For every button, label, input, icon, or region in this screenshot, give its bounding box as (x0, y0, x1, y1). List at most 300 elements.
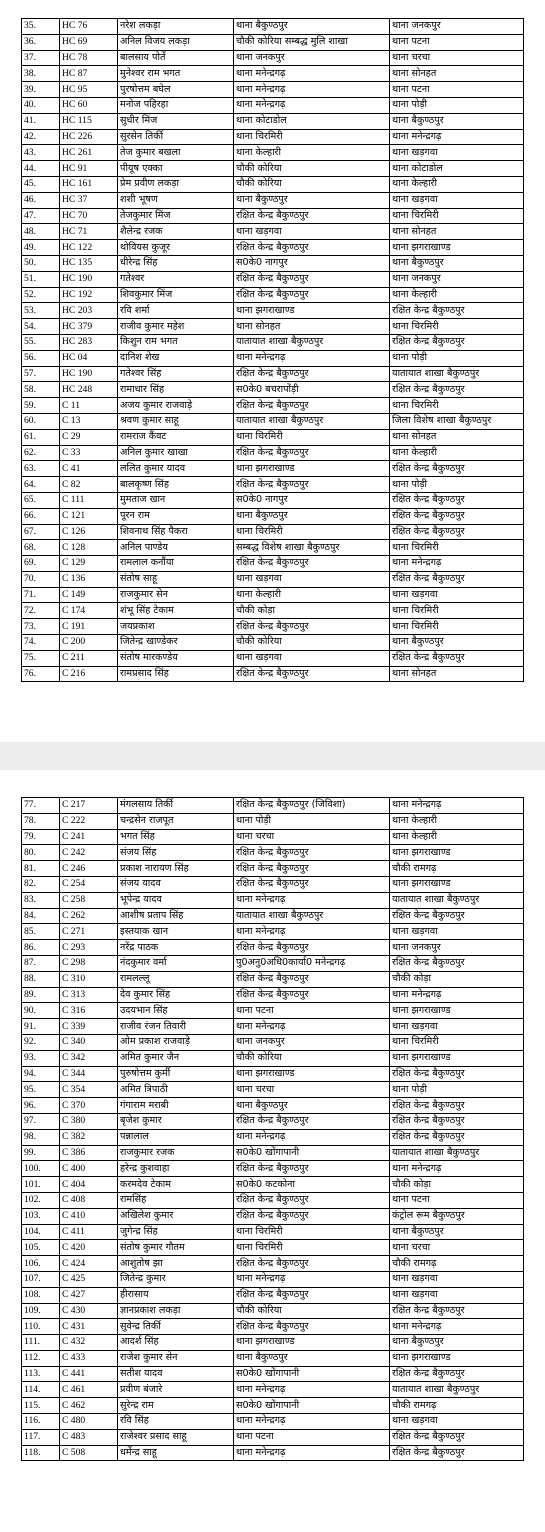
table-row (22, 1161, 524, 1177)
posted-to-cell: थाना बैकुण्ठपुर (390, 1224, 524, 1240)
posted-to-cell: यातायात शाखा बैकुण्ठपुर (390, 1145, 524, 1161)
rank-number-cell: C 508 (60, 1445, 118, 1461)
employee-name-cell: भगत सिंह (118, 829, 234, 845)
serial-number-cell: 74. (22, 635, 60, 651)
rank-number-cell: C 298 (60, 955, 118, 971)
serial-number-cell: 89. (22, 987, 60, 1003)
rank-number-cell: C 191 (60, 619, 118, 635)
serial-number-cell: 61. (22, 429, 60, 445)
rank-number-cell: HC 04 (60, 350, 118, 366)
rank-number-cell: C 242 (60, 845, 118, 861)
serial-number-cell: 60. (22, 413, 60, 429)
rank-number-cell: C 441 (60, 1366, 118, 1382)
serial-number-cell: 67. (22, 524, 60, 540)
posted-to-cell: थाना चरचा (390, 50, 524, 66)
posted-from-cell: रक्षित केन्द्र बैकुण्ठपुर (234, 240, 390, 256)
rank-number-cell: HC 161 (60, 176, 118, 192)
employee-name-cell: थोवियस कुजूर (118, 240, 234, 256)
rank-number-cell: HC 87 (60, 66, 118, 82)
employee-name-cell: रामलाल कनौंया (118, 556, 234, 572)
posted-to-cell: थाना झगराखाण्ड (390, 876, 524, 892)
table-row (22, 845, 524, 861)
table-row (22, 82, 524, 98)
table-row (22, 650, 524, 666)
posted-from-cell: थाना मनेन्द्रगढ़ (234, 82, 390, 98)
posted-to-cell: थाना मनेन्द्रगढ़ (390, 556, 524, 572)
rank-number-cell: C 408 (60, 1192, 118, 1208)
employee-name-cell: राजेश कुमार सेन (118, 1350, 234, 1366)
posted-from-cell: थाना कोटाडोल (234, 113, 390, 129)
posted-to-cell: रक्षित केन्द्र बैकुण्ठपुर (390, 492, 524, 508)
table-row (22, 240, 524, 256)
table-row (22, 892, 524, 908)
employee-name-cell: शैलेन्द्र रजक (118, 224, 234, 240)
table-row (22, 666, 524, 682)
table-row (22, 1256, 524, 1272)
posted-to-cell: रक्षित केन्द्र बैकुण्ठपुर (390, 1066, 524, 1082)
serial-number-cell: 115. (22, 1398, 60, 1414)
posted-to-cell: थाना पटना (390, 1192, 524, 1208)
posted-from-cell: रक्षित केन्द्र बैकुण्ठपुर (जिविशा) (234, 798, 390, 814)
employee-name-cell: गंगाराम मराबी (118, 1098, 234, 1114)
employee-name-cell: जितेन्द्र खाण्डेकर (118, 635, 234, 651)
posted-to-cell: रक्षित केन्द्र बैकुण्ठपुर (390, 1429, 524, 1445)
serial-number-cell: 94. (22, 1066, 60, 1082)
table-row (22, 1382, 524, 1398)
employee-name-cell: राजेश्वर प्रसाद साहू (118, 1429, 234, 1445)
employee-name-cell: पूरन राम (118, 508, 234, 524)
transfer-table-body (22, 798, 524, 1461)
employee-name-cell: राजीव रंजन तिवारी (118, 1019, 234, 1035)
employee-name-cell: मनोज पहिरहा (118, 97, 234, 113)
posted-from-cell: रक्षित केन्द्र बैकुण्ठपुर (234, 1192, 390, 1208)
employee-name-cell: पीयूष एक्का (118, 161, 234, 177)
rank-number-cell: C 293 (60, 940, 118, 956)
employee-name-cell: संजय यादव (118, 876, 234, 892)
posted-to-cell: थाना सोनहत (390, 666, 524, 682)
employee-name-cell: हरेन्द्र कुशवाहा (118, 1161, 234, 1177)
posted-from-cell: रक्षित केन्द्र बैकुण्ठपुर (234, 845, 390, 861)
rank-number-cell: C 13 (60, 413, 118, 429)
rank-number-cell: HC 261 (60, 145, 118, 161)
posted-from-cell: थाना मनेन्द्रगढ़ (234, 1382, 390, 1398)
posted-from-cell: थाना बैकुण्ठपुर (234, 192, 390, 208)
employee-name-cell: जयप्रकाश (118, 619, 234, 635)
rank-number-cell: C 462 (60, 1398, 118, 1414)
posted-to-cell: थाना खड़गवा (390, 1271, 524, 1287)
posted-from-cell: थाना चिरमिरी (234, 1224, 390, 1240)
table-row (22, 798, 524, 814)
rank-number-cell: C 430 (60, 1303, 118, 1319)
rank-number-cell: C 400 (60, 1161, 118, 1177)
table-row (22, 461, 524, 477)
table-row (22, 1445, 524, 1461)
serial-number-cell: 109. (22, 1303, 60, 1319)
table-row (22, 1414, 524, 1430)
posted-from-cell: स0के0 खोंगापानी (234, 1398, 390, 1414)
posted-from-cell: थाना मनेन्द्रगढ़ (234, 1019, 390, 1035)
posted-from-cell: रक्षित केन्द्र बैकुण्ठपुर (234, 861, 390, 877)
rank-number-cell: C 129 (60, 556, 118, 572)
posted-to-cell: रक्षित केन्द्र बैकुण्ठपुर (390, 524, 524, 540)
serial-number-cell: 93. (22, 1050, 60, 1066)
posted-to-cell: थाना खड़गवा (390, 1287, 524, 1303)
posted-from-cell: थाना झगराखाण्ड (234, 1335, 390, 1351)
table-row (22, 492, 524, 508)
posted-to-cell: थाना केल्हारी (390, 287, 524, 303)
posted-to-cell: जिला विशेष शाखा बैकुण्ठपुर (390, 413, 524, 429)
rank-number-cell: C 483 (60, 1429, 118, 1445)
rank-number-cell: HC 248 (60, 382, 118, 398)
table-row (22, 1050, 524, 1066)
table-row (22, 587, 524, 603)
posted-to-cell: थाना सोनहत (390, 224, 524, 240)
posted-to-cell: थाना झगराखाण्ड (390, 240, 524, 256)
rank-number-cell: HC 76 (60, 19, 118, 35)
serial-number-cell: 88. (22, 971, 60, 987)
table-row (22, 334, 524, 350)
posted-to-cell: रक्षित केन्द्र बैकुण्ठपुर (390, 1098, 524, 1114)
posted-to-cell: थाना खड़गवा (390, 1019, 524, 1035)
posted-to-cell: थाना चिरमिरी (390, 603, 524, 619)
posted-from-cell: थाना बैकुण्ठपुर (234, 1350, 390, 1366)
posted-to-cell: रक्षित केन्द्र बैकुण्ठपुर (390, 1129, 524, 1145)
serial-number-cell: 39. (22, 82, 60, 98)
employee-name-cell: अमित कुमार जैन (118, 1050, 234, 1066)
rank-number-cell: C 33 (60, 445, 118, 461)
rank-number-cell: C 128 (60, 540, 118, 556)
employee-name-cell: देव कुमार सिंह (118, 987, 234, 1003)
serial-number-cell: 63. (22, 461, 60, 477)
posted-from-cell: रक्षित केन्द्र बैकुण्ठपुर (234, 1113, 390, 1129)
rank-number-cell: C 344 (60, 1066, 118, 1082)
serial-number-cell: 90. (22, 1003, 60, 1019)
table-row (22, 524, 524, 540)
employee-name-cell: धर्मेन्द्र साहू (118, 1445, 234, 1461)
serial-number-cell: 98. (22, 1129, 60, 1145)
serial-number-cell: 46. (22, 192, 60, 208)
table-row (22, 50, 524, 66)
table-row (22, 1429, 524, 1445)
serial-number-cell: 81. (22, 861, 60, 877)
table-row (22, 955, 524, 971)
employee-name-cell: अमित त्रिपाठी (118, 1082, 234, 1098)
rank-number-cell: C 254 (60, 876, 118, 892)
posted-from-cell: थाना चिरमिरी (234, 129, 390, 145)
posted-to-cell: थाना मनेन्द्रगढ़ (390, 1319, 524, 1335)
posted-from-cell: चौकी कोरिया (234, 176, 390, 192)
posted-from-cell: थाना मनेन्द्रगढ़ (234, 97, 390, 113)
posted-to-cell: रक्षित केन्द्र बैकुण्ठपुर (390, 303, 524, 319)
table-row (22, 619, 524, 635)
posted-to-cell: थाना झगराखाण्ड (390, 1050, 524, 1066)
serial-number-cell: 73. (22, 619, 60, 635)
posted-from-cell: थाना खड़गवा (234, 650, 390, 666)
rank-number-cell: C 386 (60, 1145, 118, 1161)
table-row (22, 1240, 524, 1256)
serial-number-cell: 102. (22, 1192, 60, 1208)
posted-from-cell: थाना बैकुण्ठपुर (234, 19, 390, 35)
posted-from-cell: स0के0 नागपुर (234, 255, 390, 271)
posted-from-cell: थाना मनेन्द्रगढ़ (234, 892, 390, 908)
serial-number-cell: 99. (22, 1145, 60, 1161)
employee-name-cell: सतीश यादव (118, 1366, 234, 1382)
employee-name-cell: बृजेश कुमार (118, 1113, 234, 1129)
serial-number-cell: 56. (22, 350, 60, 366)
posted-from-cell: थाना चिरमिरी (234, 1240, 390, 1256)
posted-from-cell: थाना केल्हारी (234, 145, 390, 161)
rank-number-cell: C 316 (60, 1003, 118, 1019)
table-row (22, 255, 524, 271)
table-row (22, 224, 524, 240)
rank-number-cell: C 217 (60, 798, 118, 814)
serial-number-cell: 104. (22, 1224, 60, 1240)
serial-number-cell: 80. (22, 845, 60, 861)
serial-number-cell: 65. (22, 492, 60, 508)
posted-to-cell: थाना चरचा (390, 1240, 524, 1256)
posted-to-cell: थाना बैकुण्ठपुर (390, 113, 524, 129)
employee-name-cell: सुधीर मिंज (118, 113, 234, 129)
posted-from-cell: चौकी कोरिया सम्बद्ध मुलि शाखा (234, 34, 390, 50)
employee-name-cell: अजय कुमार राजवाड़े (118, 398, 234, 414)
employee-name-cell: जुगेन्द्र सिंह (118, 1224, 234, 1240)
rank-number-cell: HC 115 (60, 113, 118, 129)
employee-name-cell: पुरषोत्तम बघेल (118, 82, 234, 98)
posted-from-cell: थाना चिरमिरी (234, 429, 390, 445)
rank-number-cell: C 340 (60, 1034, 118, 1050)
employee-name-cell: राजीव कुमार महेश (118, 319, 234, 335)
posted-from-cell: थाना मनेन्द्रगढ़ (234, 924, 390, 940)
posted-to-cell: थाना झगराखाण्ड (390, 1350, 524, 1366)
rank-number-cell: C 211 (60, 650, 118, 666)
posted-from-cell: चौकी कोरिया (234, 161, 390, 177)
employee-name-cell: रामसिंह (118, 1192, 234, 1208)
table-row (22, 1271, 524, 1287)
employee-name-cell: मंगलसाय तिर्की (118, 798, 234, 814)
serial-number-cell: 111. (22, 1335, 60, 1351)
posted-to-cell: रक्षित केन्द्र बैकुण्ठपुर (390, 461, 524, 477)
posted-to-cell: थाना पोड़ी (390, 477, 524, 493)
serial-number-cell: 85. (22, 924, 60, 940)
serial-number-cell: 114. (22, 1382, 60, 1398)
posted-to-cell: थाना सोनहत (390, 66, 524, 82)
posted-from-cell: चौकी कोड़ा (234, 603, 390, 619)
serial-number-cell: 110. (22, 1319, 60, 1335)
posted-from-cell: यातायात शाखा बैकुण्ठपुर (234, 334, 390, 350)
table-row (22, 176, 524, 192)
serial-number-cell: 64. (22, 477, 60, 493)
posted-to-cell: रक्षित केन्द्र बैकुण्ठपुर (390, 1366, 524, 1382)
rank-number-cell: HC 122 (60, 240, 118, 256)
table-row (22, 366, 524, 382)
rank-number-cell: C 121 (60, 508, 118, 524)
table-row (22, 429, 524, 445)
serial-number-cell: 96. (22, 1098, 60, 1114)
table-row (22, 208, 524, 224)
rank-number-cell: C 404 (60, 1177, 118, 1193)
posted-from-cell: रक्षित केन्द्र बैकुण्ठपुर (234, 556, 390, 572)
employee-name-cell: पुरुषोत्तम कुर्मी (118, 1066, 234, 1082)
serial-number-cell: 38. (22, 66, 60, 82)
rank-number-cell: C 222 (60, 813, 118, 829)
table-row (22, 1003, 524, 1019)
posted-to-cell: थाना मनेन्द्रगढ़ (390, 1161, 524, 1177)
posted-from-cell: चौकी कोरिया (234, 635, 390, 651)
posted-from-cell: रक्षित केन्द्र बैकुण्ठपुर (234, 208, 390, 224)
posted-to-cell: रक्षित केन्द्र बैकुण्ठपुर (390, 508, 524, 524)
posted-to-cell: कंट्रोल रूम बैकुण्ठपुर (390, 1208, 524, 1224)
posted-to-cell: थाना खड़गवा (390, 145, 524, 161)
rank-number-cell: C 427 (60, 1287, 118, 1303)
serial-number-cell: 52. (22, 287, 60, 303)
posted-from-cell: रक्षित केन्द्र बैकुण्ठपुर (234, 1208, 390, 1224)
posted-from-cell: थाना पोड़ी (234, 813, 390, 829)
serial-number-cell: 68. (22, 540, 60, 556)
employee-name-cell: आशुतोष झा (118, 1256, 234, 1272)
posted-from-cell: रक्षित केन्द्र बैकुण्ठपुर (234, 666, 390, 682)
posted-from-cell: रक्षित केन्द्र बैकुण्ठपुर (234, 1161, 390, 1177)
employee-name-cell: इस्तयाक खान (118, 924, 234, 940)
employee-name-cell: शशी भूषण (118, 192, 234, 208)
rank-number-cell: C 432 (60, 1335, 118, 1351)
employee-name-cell: बालसाय पोर्ते (118, 50, 234, 66)
posted-from-cell: थाना चरचा (234, 829, 390, 845)
posted-to-cell: थाना केल्हारी (390, 829, 524, 845)
employee-name-cell: राजकुमार सेन (118, 587, 234, 603)
table-row (22, 1208, 524, 1224)
posted-from-cell: रक्षित केन्द्र बैकुण्ठपुर (234, 1319, 390, 1335)
employee-name-cell: रामराज कैंवट (118, 429, 234, 445)
employee-name-cell: प्रेम प्रवीण लकड़ा (118, 176, 234, 192)
posted-to-cell: थाना चिरमिरी (390, 208, 524, 224)
rank-number-cell: HC 37 (60, 192, 118, 208)
table-row (22, 97, 524, 113)
serial-number-cell: 45. (22, 176, 60, 192)
table-row (22, 876, 524, 892)
serial-number-cell: 42. (22, 129, 60, 145)
employee-name-cell: सुरसेन तिर्की (118, 129, 234, 145)
table-row (22, 1082, 524, 1098)
employee-name-cell: बालकृष्ण सिंह (118, 477, 234, 493)
table-row (22, 398, 524, 414)
posted-from-cell: थाना मनेन्द्रगढ़ (234, 1414, 390, 1430)
posted-to-cell: थाना बैकुण्ठपुर (390, 255, 524, 271)
employee-name-cell: अनिल विजय लकड़ा (118, 34, 234, 50)
posted-to-cell: थाना बैकुण्ठपुर (390, 635, 524, 651)
table-row (22, 1224, 524, 1240)
posted-to-cell: थाना कोटाडोल (390, 161, 524, 177)
employee-name-cell: प्रवीण बंजारे (118, 1382, 234, 1398)
employee-name-cell: मुमताज खान (118, 492, 234, 508)
posted-from-cell: थाना चरचा (234, 1082, 390, 1098)
rank-number-cell: C 431 (60, 1319, 118, 1335)
table-row (22, 382, 524, 398)
table-row (22, 813, 524, 829)
posted-to-cell: रक्षित केन्द्र बैकुण्ठपुर (390, 955, 524, 971)
posted-from-cell: थाना बैकुण्ठपुर (234, 1098, 390, 1114)
posted-to-cell: रक्षित केन्द्र बैकुण्ठपुर (390, 334, 524, 350)
posted-to-cell: थाना खड़गवा (390, 924, 524, 940)
posted-from-cell: चौकी कोरिया (234, 1050, 390, 1066)
serial-number-cell: 49. (22, 240, 60, 256)
table-row (22, 861, 524, 877)
table-row (22, 271, 524, 287)
table-row (22, 1287, 524, 1303)
posted-to-cell: यातायात शाखा बैकुण्ठपुर (390, 1382, 524, 1398)
posted-to-cell: थाना पोड़ी (390, 97, 524, 113)
employee-name-cell: संतोष मारकण्डेय (118, 650, 234, 666)
employee-name-cell: चन्द्रसेन राजपूत (118, 813, 234, 829)
posted-to-cell: थाना मनेन्द्रगढ़ (390, 129, 524, 145)
employee-name-cell: संजय सिंह (118, 845, 234, 861)
posted-from-cell: रक्षित केन्द्र बैकुण्ठपुर (234, 987, 390, 1003)
rank-number-cell: C 370 (60, 1098, 118, 1114)
employee-name-cell: रामप्रसाद सिंह (118, 666, 234, 682)
posted-to-cell: थाना चिरमिरी (390, 398, 524, 414)
serial-number-cell: 59. (22, 398, 60, 414)
rank-number-cell: C 433 (60, 1350, 118, 1366)
rank-number-cell: C 241 (60, 829, 118, 845)
table-row (22, 1129, 524, 1145)
rank-number-cell: HC 226 (60, 129, 118, 145)
serial-number-cell: 62. (22, 445, 60, 461)
rank-number-cell: C 313 (60, 987, 118, 1003)
rank-number-cell: C 354 (60, 1082, 118, 1098)
employee-name-cell: अनिल कुमार खाखा (118, 445, 234, 461)
serial-number-cell: 95. (22, 1082, 60, 1098)
table-row (22, 1177, 524, 1193)
posted-from-cell: थाना मनेन्द्रगढ़ (234, 350, 390, 366)
employee-name-cell: हीरासाय (118, 1287, 234, 1303)
serial-number-cell: 71. (22, 587, 60, 603)
serial-number-cell: 92. (22, 1034, 60, 1050)
serial-number-cell: 117. (22, 1429, 60, 1445)
rank-number-cell: C 82 (60, 477, 118, 493)
posted-from-cell: थाना केल्हारी (234, 587, 390, 603)
serial-number-cell: 83. (22, 892, 60, 908)
employee-name-cell: राजकुमार रजक (118, 1145, 234, 1161)
posted-to-cell: यातायात शाखा बैकुण्ठपुर (390, 892, 524, 908)
serial-number-cell: 108. (22, 1287, 60, 1303)
serial-number-cell: 86. (22, 940, 60, 956)
table-row (22, 129, 524, 145)
posted-to-cell: थाना जनकपुर (390, 940, 524, 956)
rank-number-cell: HC 190 (60, 271, 118, 287)
posted-to-cell: थाना खड़गवा (390, 587, 524, 603)
posted-to-cell: चौकी रामगढ़ (390, 861, 524, 877)
posted-from-cell: थाना मनेन्द्रगढ़ (234, 66, 390, 82)
page-separator (0, 742, 545, 770)
serial-number-cell: 55. (22, 334, 60, 350)
serial-number-cell: 69. (22, 556, 60, 572)
employee-name-cell: नरेंद्र पाठक (118, 940, 234, 956)
serial-number-cell: 97. (22, 1113, 60, 1129)
rank-number-cell: C 262 (60, 908, 118, 924)
posted-to-cell: थाना चिरमिरी (390, 619, 524, 635)
table-row (22, 829, 524, 845)
posted-to-cell: थाना जनकपुर (390, 271, 524, 287)
table-row (22, 556, 524, 572)
posted-from-cell: यातायात शाखा बैकुण्ठपुर (234, 413, 390, 429)
rank-number-cell: HC 71 (60, 224, 118, 240)
posted-to-cell: यातायात शाखा बैकुण्ठपुर (390, 366, 524, 382)
posted-to-cell: थाना झगराखाण्ड (390, 845, 524, 861)
rank-number-cell: HC 192 (60, 287, 118, 303)
posted-to-cell: थाना पोड़ी (390, 1082, 524, 1098)
rank-number-cell: C 425 (60, 1271, 118, 1287)
employee-name-cell: ललित कुमार यादव (118, 461, 234, 477)
table-row (22, 1145, 524, 1161)
